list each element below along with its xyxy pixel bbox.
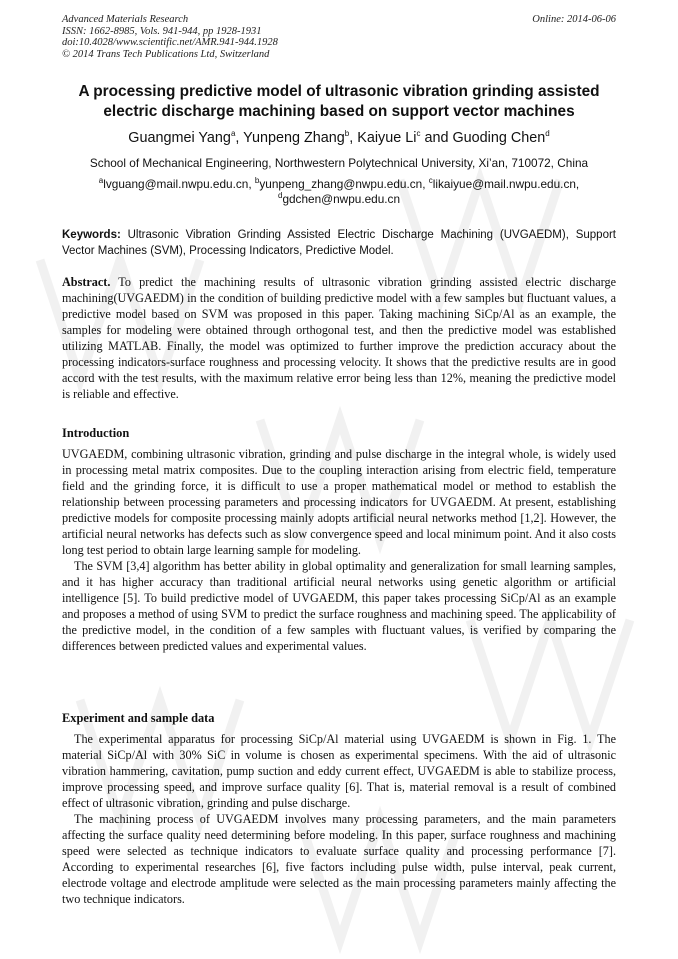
author-list <box>62 129 616 147</box>
abstract <box>62 274 616 402</box>
online-date: Online: 2014-06-06 <box>532 14 616 25</box>
abstract-text: To predict the machining results of ultrasonic vibration grinding assisted electric discharge machining(UVGAEDM) in the condition of building predictive model with a few samples but fluctuant values, a predictive model based on SVM was proposed in this paper. Taking machining SiCp/Al as an example, the samples for modeling were obtained through orthogonal test, and then the predictive model was established utilizing MATLAB. Finally, the model was optimized to further improve the prediction accuracy about the processing indicators-surface roughness and processing velocity. It shows that the predictive results are in good accord with the test results, with the maximum relative error being less than 12%, meaning the predictive model is reliable and effective. <box>62 275 616 401</box>
paragraph: The SVM [3,4] algorithm has better ability in global optimality and generalization for small learning samples, and it has higher accuracy than traditional artificial neural networks using genetic algorithm or artificial intelligence [5]. To build predictive model of UVGAEDM, this paper takes processing SiCp/Al as an example and proposes a method of using SVM to predict the surface roughness and machining speed. The applicability of the predictive model, in the condition of a few samples with fluctuant values, is verified by comparing the differences between predicted values and experimental values. <box>62 559 616 653</box>
author-sup: a <box>230 129 236 139</box>
paragraph: The experimental apparatus for processing SiCp/Al material using UVGAEDM is shown in Fig. 1. The material SiCp/Al with 30% SiC in volume is chosen as experimental specimens. With the aid of ultrasonic vibration hammering, cavitation, pump suction and eddy current effect, UVGAEDM is able to stabilize process, improve processing speed, and improve surface quality [6]. That is, material removal is a result of combined effect of ultrasonic vibration, grinding and pulse discharge. <box>62 732 616 810</box>
section-heading-introduction: Introduction <box>62 426 130 440</box>
section-body-introduction <box>62 446 616 654</box>
email-list: $^a$lvguang@mail.nwpu.edu.cn, $^b$yunpeng_zhang@nwpu.edu.cn, $^c$likaiyue@mail.nwpu.edu.cn, $^d$gdchen@nwpu.edu.cn <box>98 176 580 206</box>
author-separator: , <box>235 130 244 146</box>
section-body-experiment <box>62 731 616 907</box>
author-name: Guangmei Yang <box>128 130 231 146</box>
email-sup: a <box>98 176 104 186</box>
keywords-label: Keywords: <box>62 229 121 241</box>
author-separator: , <box>349 130 358 146</box>
keywords <box>62 228 616 259</box>
author-sup: c <box>416 129 421 139</box>
author-name: Kaiyue Li <box>357 130 417 146</box>
journal-copyright: © 2014 Trans Tech Publications Ltd, Switzerland <box>62 48 270 60</box>
journal-doi: doi:10.4028/www.scientific.net/AMR.941-944.1928 <box>62 37 278 49</box>
email-sup: b <box>254 176 260 186</box>
email-link[interactable]: lvguang@mail.nwpu.edu.cn <box>103 177 249 191</box>
email-sup: d <box>277 191 283 201</box>
author-name: Yunpeng Zhang <box>243 130 345 146</box>
abstract-label: Abstract. <box>62 275 111 289</box>
section-heading-experiment: Experiment and sample data <box>62 711 215 725</box>
journal-header <box>62 14 616 60</box>
author-name: Guoding Chen <box>452 130 546 146</box>
keywords-text: Ultrasonic Vibration Grinding Assisted Electric Discharge Machining (UVGAEDM), Support Vector Machines (SVM), Processing Indicators, Predictive Model. <box>62 229 616 257</box>
author-sup: d <box>545 129 550 139</box>
email-link[interactable]: likaiyue@mail.nwpu.edu.cn <box>432 177 576 191</box>
email-sup: c <box>428 176 433 186</box>
affiliation: School of Mechanical Engineering, Northwestern Polytechnical University, Xi’an, 710072, China <box>89 156 589 170</box>
email-link[interactable]: yunpeng_zhang@nwpu.edu.cn <box>259 177 423 191</box>
journal-issn: ISSN: 1662-8985, Vols. 941-944, pp 1928-1931 <box>62 25 262 37</box>
journal-name: Advanced Materials Research <box>62 14 189 25</box>
paper-title: A processing predictive model of ultrasonic vibration grinding assisted electric discharge machining based on support vector machines <box>78 83 600 120</box>
email-link[interactable]: gdchen@nwpu.edu.cn <box>282 192 401 206</box>
paragraph: The machining process of UVGAEDM involves many processing parameters, and the main parameters affecting the surface quality need determining before modeling. In this paper, surface roughness and machining speed were selected as technique indicators to evaluate surface quality and processing performance [7]. According to experimental researches [6], five factors including pulse width, pulse interval, peak current, electrode voltage and electrode amplitude were selected as the main processing parameters mainly affecting the two technique indicators. <box>62 812 616 906</box>
author-and: and <box>420 130 453 146</box>
author-sup: b <box>344 129 350 139</box>
paragraph: UVGAEDM, combining ultrasonic vibration, grinding and pulse discharge in the integral whole, is widely used in processing metal matrix composites. Due to the coupling interaction arising from electric field, temperature field and the grinding force, it is difficult to use a proper mathematical model or method to establish the relationship between processing parameters and processing indicators for UVGAEDM. At present, establishing predictive models for composite processing mainly adopts artificial neural networks method [1,2]. However, the artificial neural networks has defects such as slow convergence speed and local minimum point. And it also costs long test period to obtain large learning sample for modeling. <box>62 447 616 557</box>
